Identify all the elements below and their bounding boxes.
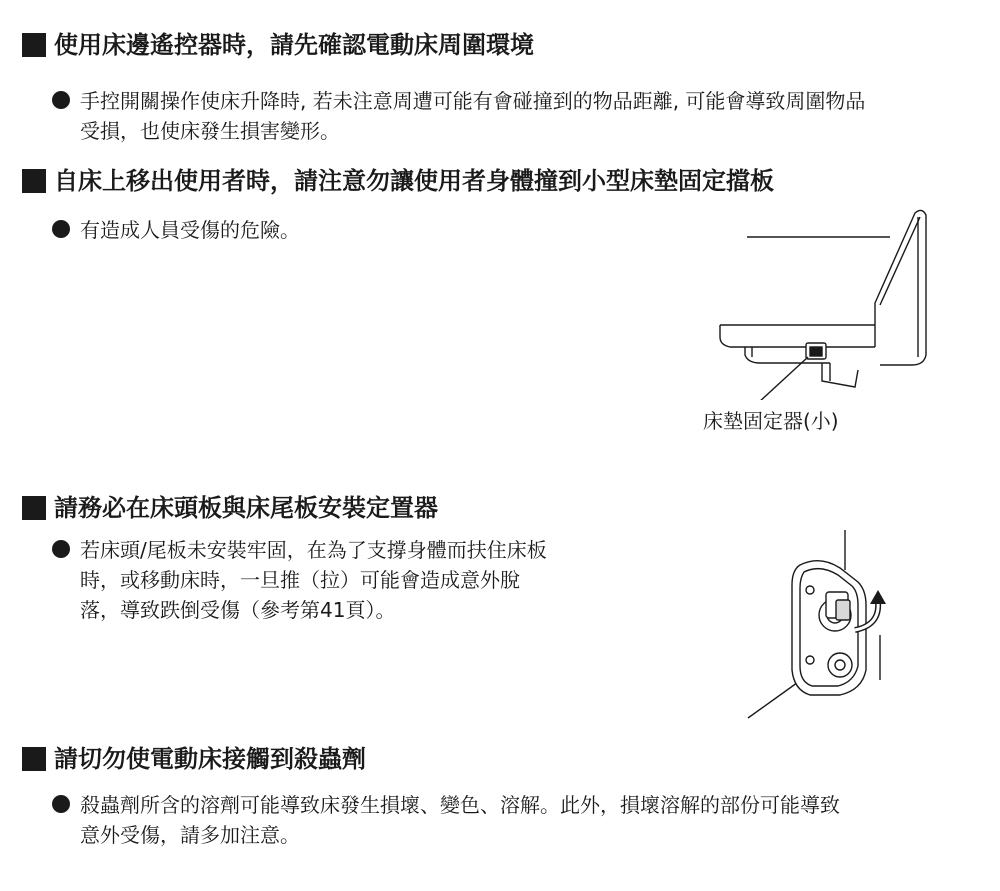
section-3-heading	[22, 493, 438, 523]
bullet-line: 手控開關操作使床升降時, 若未注意周遭可能有會碰撞到的物品距離, 可能會導致周圍物品	[80, 89, 866, 113]
section-2-title: 自床上移出使用者時，請注意勿讓使用者身體撞到小型床墊固定擋板	[54, 167, 774, 195]
section-4-bullet	[52, 790, 840, 850]
mattress-retainer-illustration	[700, 205, 945, 400]
square-bullet-icon	[22, 496, 46, 520]
circle-bullet-icon	[52, 220, 70, 238]
section-2-bullet	[52, 215, 300, 245]
section-1-heading	[22, 30, 534, 60]
circle-bullet-icon	[52, 91, 70, 109]
section-1-title: 使用床邊遙控器時，請先確認電動床周圍環境	[54, 31, 534, 59]
circle-bullet-icon	[52, 795, 70, 813]
section-4-title: 請切勿使電動床接觸到殺蟲劑	[54, 745, 366, 773]
figure-caption: 床墊固定器(小)	[703, 409, 839, 433]
bullet-line: 若床頭/尾板未安裝牢固，在為了支撐身體而扶住床板	[80, 538, 547, 562]
bullet-line: 受損，也使床發生損害變形。	[80, 119, 340, 143]
circle-bullet-icon	[52, 540, 70, 558]
bullet-line: 意外受傷，請多加注意。	[80, 823, 300, 847]
bullet-line: 落，導致跌倒受傷（參考第41頁）。	[80, 598, 396, 622]
section-2-heading	[22, 166, 774, 196]
square-bullet-icon	[22, 169, 46, 193]
section-3-bullet	[52, 535, 547, 625]
section-4-heading	[22, 744, 366, 774]
bullet-line: 時，或移動床時，一旦推（拉）可能會造成意外脫	[80, 568, 520, 592]
square-bullet-icon	[22, 747, 46, 771]
section-3-title: 請務必在床頭板與床尾板安裝定置器	[54, 494, 438, 522]
bullet-line: 殺蟲劑所含的溶劑可能導致床發生損壞、變色、溶解。此外，損壞溶解的部份可能導致	[80, 793, 840, 817]
square-bullet-icon	[22, 33, 46, 57]
headboard-lock-illustration	[740, 530, 900, 725]
bullet-line: 有造成人員受傷的危險。	[80, 218, 300, 242]
section-1-bullet	[52, 86, 865, 146]
